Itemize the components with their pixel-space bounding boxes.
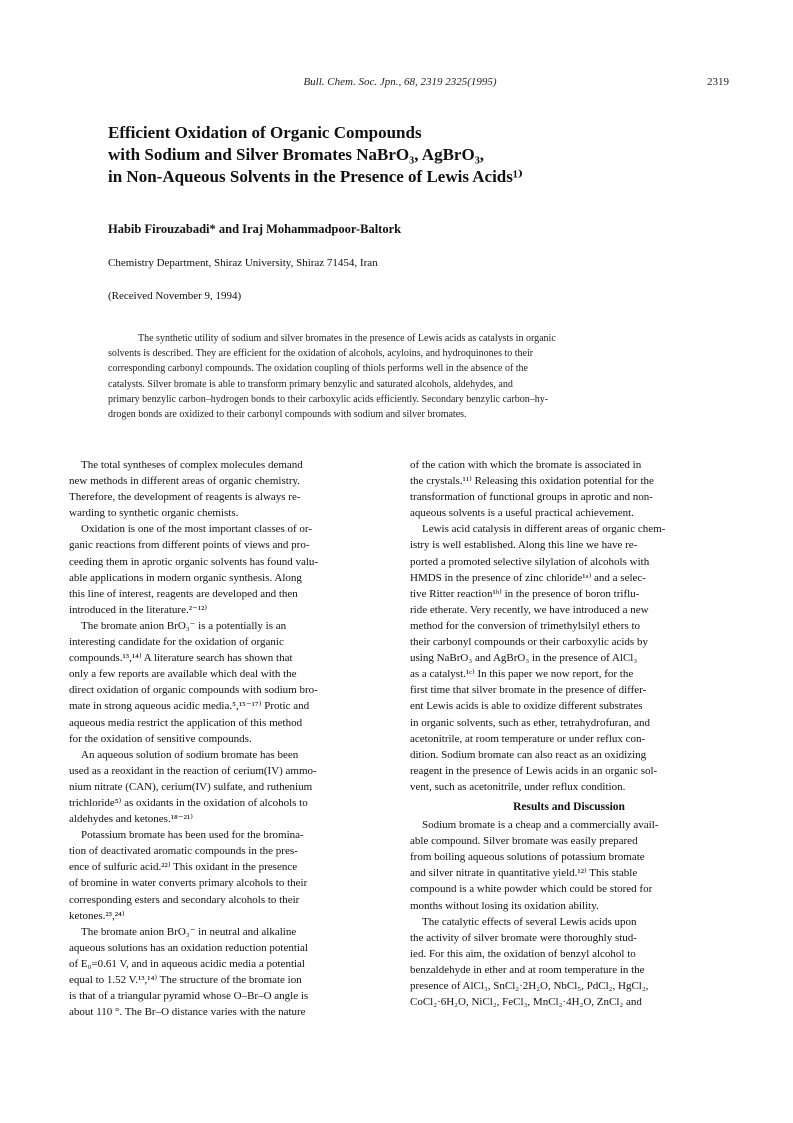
body-line: The total syntheses of complex molecules demand [81, 459, 303, 471]
body-line: reagent in the presence of Lewis acids in an organic sol- [410, 764, 658, 777]
page-number: 2319 [707, 76, 729, 88]
body-line: Oxidation is one of the most important classes of or- [81, 523, 313, 536]
body-line: dition. Sodium bromate can also react as an oxidizing [410, 748, 647, 761]
body-line: compounds.¹³,¹⁴⁾ A literature search has shown that [69, 652, 293, 665]
body-line: equal to 1.52 V.¹³,¹⁴⁾ The structure of the bromate ion [69, 974, 302, 986]
abstract-line: drogen bonds are oxidized to their carbonyl compounds with sodium and silver bromates. [108, 409, 467, 421]
body-line: of bromine in water converts primary alcohols to their [69, 877, 308, 890]
body-line: transformation of functional groups in aprotic and non- [410, 491, 653, 504]
body-line: only a few reports are available which deal with the [69, 668, 297, 681]
body-line: trichloride⁵⁾ as oxidants in the oxidation of alcohols to [69, 796, 308, 809]
body-line: Therefore, the development of reagents is always re- [69, 491, 301, 504]
body-line: aqueous solvents is a useful practical achievement. [410, 507, 634, 520]
body-line: The catalytic effects of several Lewis acids upon [422, 915, 637, 928]
body-line: HMDS in the presence of zinc chloride¹ᵃ⁾ and a selec- [410, 571, 646, 584]
body-line: is that of a triangular pyramid whose O–Br–O angle is [69, 990, 309, 1003]
body-line: istry is well established. Along this line we have re- [410, 539, 638, 552]
body-line: ganic reactions from different points of views and pro- [69, 539, 310, 552]
body-line: and silver nitrate in quantitative yield.¹²⁾ This stable [410, 867, 638, 880]
body-line: The bromate anion BrO₃⁻ is a potentially is an [81, 619, 287, 632]
section-heading: Results and Discussion [513, 800, 625, 813]
right-column [410, 457, 728, 1010]
body-line: aqueous media restrict the application of this method [69, 716, 303, 729]
body-line: Potassium bromate has been used for the bromina- [81, 829, 304, 842]
body-line: in organic solvents, such as ether, tetrahydrofuran, and [410, 716, 651, 729]
body-line: as a catalyst.¹ᶜ⁾ In this paper we now report, for the [410, 668, 634, 681]
title-line: Efficient Oxidation of Organic Compounds [108, 123, 422, 142]
body-line: the activity of silver bromate were thoroughly stud- [410, 931, 637, 944]
body-line: acetonitrile, at room temperature or under reflux con- [410, 732, 646, 745]
body-line: method for the conversion of trimethylsilyl ethers to [410, 619, 641, 632]
body-line: corresponding esters and secondary alcohols to their [69, 893, 300, 906]
abstract [108, 331, 730, 422]
body-line: new methods in different areas of organic chemistry. [69, 475, 301, 488]
body-line: about 110 °. The Br–O distance varies with the nature [69, 1006, 306, 1019]
abstract-line: corresponding carbonyl compounds. The oxidation coupling of thiols performs well in the absence of the [108, 363, 528, 375]
article-title [108, 122, 748, 188]
body-line: of the cation with which the bromate is associated in [410, 459, 642, 471]
title-line: in Non-Aqueous Solvents in the Presence of Lewis Acids¹⁾ [108, 167, 524, 186]
body-line: Lewis acid catalysis in different areas of organic chem- [422, 523, 666, 536]
body-line: able compound. Silver bromate was easily prepared [410, 835, 638, 848]
journal-citation: Bull. Chem. Soc. Jpn., 68, 2319 2325(1995) [303, 76, 497, 88]
body-line: aldehydes and ketones.¹⁸⁻²¹⁾ [69, 813, 193, 826]
body-line: benzaldehyde in ether and at room temperature in the [410, 963, 645, 976]
body-line: tion of deactivated aromatic compounds in the pres- [69, 845, 298, 858]
authors: Habib Firouzabadi* and Iraj Mohammadpoor-Baltork [108, 222, 402, 236]
body-line: used as a reoxidant in the reaction of cerium(IV) ammo- [69, 764, 317, 777]
affiliation: Chemistry Department, Shiraz University, Shiraz 71454, Iran [108, 257, 378, 269]
body-line: using NaBrO₃ and AgBrO₃ in the presence of AlCl₃ [410, 652, 638, 665]
body-line: vent, such as acetonitrile, under reflux condition. [410, 780, 626, 793]
body-line: nium nitrate (CAN), cerium(IV) sulfate, and ruthenium [69, 780, 313, 793]
body-line: for the oxidation of sensitive compounds. [69, 732, 252, 745]
body-line: ent Lewis acids is able to oxidize different substrates [410, 700, 643, 713]
body-line: ride etherate. Very recently, we have introduced a new [410, 603, 649, 616]
body-line: able applications in modern organic synthesis. Along [69, 571, 302, 584]
body-line: tive Ritter reaction¹ᵇ⁾ in the presence of boron triflu- [410, 587, 640, 600]
abstract-line: primary benzylic carbon–hydrogen bonds to their carboxylic acids efficiently. Secondary benzylic carbon–hy- [108, 393, 549, 405]
body-line: introduced in the literature.²⁻¹²⁾ [69, 603, 208, 616]
body-line: ketones.²³,²⁴⁾ [69, 909, 125, 922]
body-line: CoCl₂·6H₂O, NiCl₂, FeCl₃, MnCl₂·4H₂O, ZnCl₂ and [410, 996, 642, 1009]
title-line: with Sodium and Silver Bromates NaBrO₃, AgBrO₃, [108, 145, 485, 164]
body-line: The bromate anion BrO₃⁻ in neutral and alkaline [81, 925, 297, 938]
body-line: ported a promoted selective silylation of alcohols with [410, 555, 650, 568]
body-line: ence of sulfuric acid.²²⁾ This oxidant in the presence [69, 861, 298, 874]
body-line: ied. For this aim, the oxidation of benzyl alcohol to [410, 947, 636, 960]
abstract-line: solvents is described. They are efficient for the oxidation of alcohols, acyloins, and hydroquinones to their [108, 348, 534, 360]
body-line: from boiling aqueous solutions of potassium bromate [410, 851, 645, 864]
abstract-line: The synthetic utility of sodium and silver bromates in the presence of Lewis acids as catalysts in organic [138, 333, 556, 344]
body-line: interesting candidate for the oxidation of organic [69, 636, 284, 649]
body-line: compound is a white powder which could be stored for [410, 883, 653, 896]
body-line: this line of interest, reagents are developed and then [69, 587, 298, 600]
body-line: warding to synthetic organic chemists. [69, 507, 239, 520]
body-line: their carbonyl compounds or their carboxylic acids by [410, 636, 648, 649]
body-line: ceeding them in aprotic organic solvents has found valu- [69, 555, 319, 568]
body-line: Sodium bromate is a cheap and a commercially avail- [422, 819, 659, 832]
body-line: first time that silver bromate in the presence of differ- [410, 684, 647, 697]
body-line: presence of AlCl₃, SnCl₂·2H₂O, NbCl₅, PdCl₂, HgCl₂, [410, 980, 649, 992]
body-line: direct oxidation of organic compounds with sodium bro- [69, 684, 318, 697]
body-line: months without losing its oxidation ability. [410, 899, 599, 912]
body-line: mate in strong aqueous acidic media.⁵,¹⁵⁻¹⁷⁾ Protic and [69, 700, 310, 713]
left-column [69, 457, 387, 1020]
body-line: aqueous solutions has an oxidation reduction potential [69, 941, 308, 954]
body-line: the crystals.¹¹⁾ Releasing this oxidation potential for the [410, 475, 654, 488]
received-date: (Received November 9, 1994) [108, 290, 242, 302]
body-line: An aqueous solution of sodium bromate has been [81, 748, 299, 761]
body-line: of E₀=0.61 V, and in aqueous acidic media a potential [69, 957, 305, 970]
abstract-line: catalysts. Silver bromate is able to transform primary benzylic and saturated alcohols, aldehydes, and [108, 378, 513, 390]
